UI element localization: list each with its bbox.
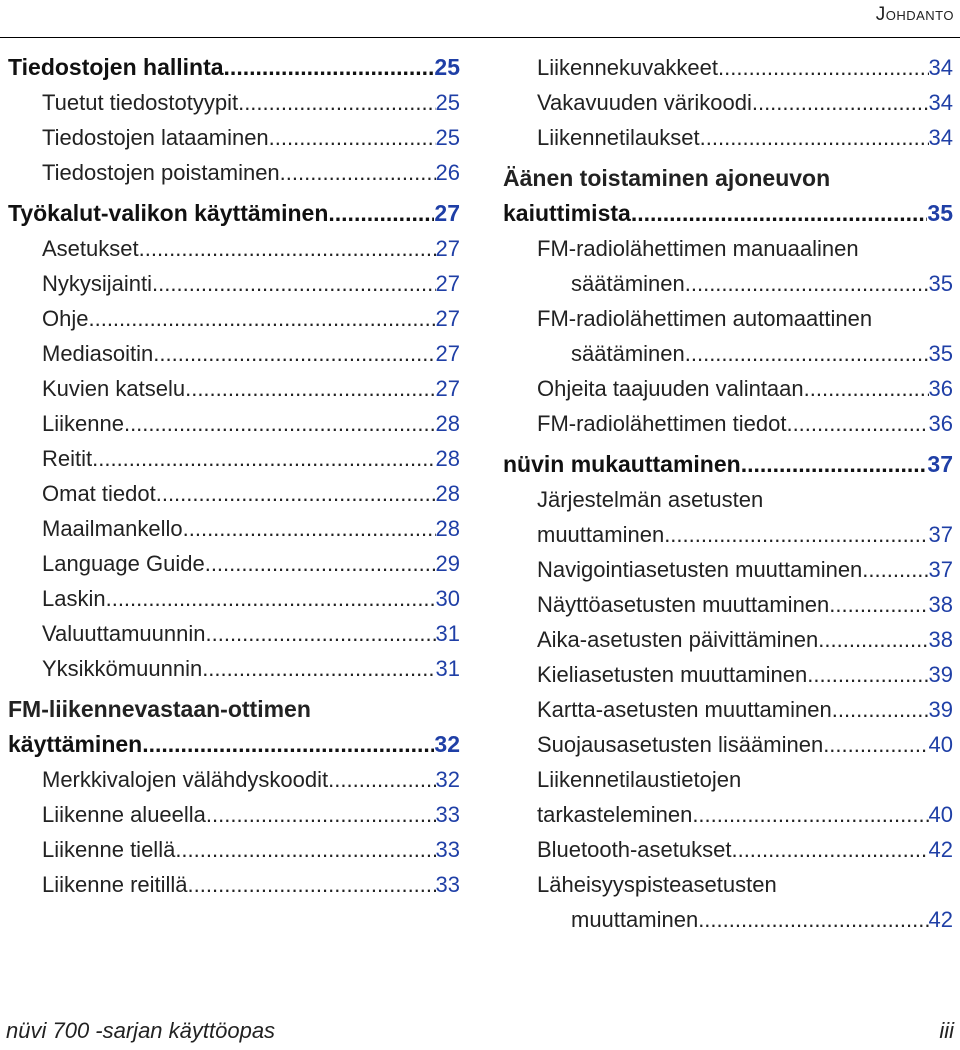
toc-entry[interactable]	[8, 120, 460, 155]
toc-entry[interactable]	[8, 511, 460, 546]
toc-dot-leader	[807, 657, 928, 692]
toc-section-entry[interactable]	[503, 196, 953, 231]
toc-dot-leader	[862, 552, 928, 587]
toc-page-number: 34	[928, 90, 953, 115]
toc-dot-leader	[328, 762, 435, 797]
toc-dot-leader	[818, 622, 928, 657]
toc-dot-leader	[92, 441, 435, 476]
toc-entry-label: muuttaminen	[571, 907, 699, 932]
toc-entry[interactable]	[503, 336, 953, 371]
toc-entry[interactable]	[503, 371, 953, 406]
toc-entry-label: Language Guide	[42, 551, 205, 576]
toc-page-number: 25	[434, 54, 460, 80]
toc-page-number: 40	[928, 732, 953, 757]
toc-entry[interactable]	[503, 832, 953, 867]
toc-page-number: 27	[434, 200, 460, 226]
toc-dot-leader	[823, 727, 928, 762]
section-label: Johdanto	[875, 4, 954, 25]
toc-entry-label: Kartta-asetusten muuttaminen	[537, 697, 832, 722]
toc-dot-leader	[631, 196, 928, 231]
toc-dot-leader	[202, 651, 435, 686]
toc-section-entry[interactable]	[8, 727, 460, 762]
toc-dot-leader	[156, 476, 436, 511]
toc-left-column	[8, 50, 460, 902]
toc-dot-leader	[224, 50, 435, 85]
toc-entry-label: Liikennekuvakkeet	[537, 55, 719, 80]
toc-entry[interactable]	[503, 657, 953, 692]
toc-page-number: 42	[928, 837, 953, 862]
toc-entry[interactable]	[8, 231, 460, 266]
toc-page-number: 29	[435, 551, 460, 576]
toc-page-number: 42	[928, 907, 953, 932]
toc-entry[interactable]	[503, 85, 953, 120]
toc-dot-leader	[206, 797, 436, 832]
toc-page-number: 39	[928, 697, 953, 722]
toc-dot-leader	[786, 406, 928, 441]
toc-entry[interactable]	[8, 581, 460, 616]
toc-page-number: 33	[435, 802, 460, 827]
footer-page-number: iii	[939, 1018, 954, 1043]
toc-dot-leader	[328, 196, 434, 231]
toc-entry-label: FM-radiolähettimen tiedot	[537, 411, 787, 436]
toc-page-number: 35	[928, 341, 953, 366]
toc-entry[interactable]	[8, 85, 460, 120]
toc-entry-label: Tiedostojen lataaminen	[42, 125, 269, 150]
toc-page-number: 36	[928, 376, 953, 401]
toc-dot-leader	[238, 85, 435, 120]
toc-dot-leader	[124, 406, 436, 441]
toc-page-number: 28	[435, 446, 460, 471]
toc-entry-label: Asetukset	[42, 236, 139, 261]
toc-entry-label: Työkalut-valikon käyttäminen	[8, 200, 329, 226]
toc-entry[interactable]	[503, 120, 953, 155]
toc-dot-leader	[152, 266, 435, 301]
toc-entry-label: Tuetut tiedostotyypit	[42, 90, 239, 115]
toc-entry[interactable]	[8, 651, 460, 686]
toc-page-number: 37	[927, 451, 953, 477]
toc-page-number: 33	[435, 837, 460, 862]
toc-page-number: 36	[928, 411, 953, 436]
toc-dot-leader	[188, 867, 436, 902]
footer-title: nüvi 700 -sarjan käyttöopas	[6, 1018, 276, 1043]
toc-page-number: 25	[435, 90, 460, 115]
toc-page-number: 27	[435, 236, 460, 261]
toc-dot-leader	[269, 120, 436, 155]
toc-dot-leader	[741, 447, 928, 482]
toc-page-number: 34	[928, 55, 953, 80]
toc-entry[interactable]	[8, 371, 460, 406]
toc-dot-leader	[205, 546, 436, 581]
toc-entry-label: Kieliasetusten muuttaminen	[537, 662, 808, 687]
toc-dot-leader	[106, 581, 436, 616]
toc-dot-leader	[752, 85, 929, 120]
toc-entry[interactable]	[503, 902, 953, 937]
toc-dot-leader	[804, 371, 929, 406]
toc-entry[interactable]	[503, 727, 953, 762]
toc-page-number: 40	[928, 802, 953, 827]
toc-entry[interactable]	[503, 552, 953, 587]
toc-section-entry[interactable]	[8, 50, 460, 85]
toc-entry-heading-line: FM-liikennevastaan-ottimen	[8, 696, 311, 722]
toc-dot-leader	[832, 692, 929, 727]
toc-entry-label: Liikenne alueella	[42, 802, 206, 827]
toc-entry-label: Liikenne reitillä	[42, 872, 188, 897]
toc-page-number: 37	[928, 522, 953, 547]
toc-entry-heading-line: Läheisyyspisteasetusten	[537, 872, 777, 897]
toc-entry[interactable]	[503, 587, 953, 622]
toc-entry-heading-line: Liikennetilaustietojen	[537, 767, 742, 792]
toc-entry[interactable]	[503, 797, 953, 832]
toc-entry-label: nüvin mukauttaminen	[503, 451, 741, 477]
toc-entry-label: Yksikkömuunnin	[42, 656, 203, 681]
toc-page-number: 28	[435, 411, 460, 436]
toc-entry-label: Reitit	[42, 446, 93, 471]
toc-entry[interactable]	[8, 155, 460, 190]
toc-dot-leader	[153, 336, 435, 371]
toc-entry-label: Vakavuuden värikoodi	[537, 90, 752, 115]
toc-entry[interactable]	[503, 266, 953, 301]
toc-page-number: 35	[927, 200, 953, 226]
toc-page-number: 31	[435, 656, 460, 681]
toc-dot-leader	[206, 616, 436, 651]
toc-page-number: 27	[435, 306, 460, 331]
toc-page-number: 31	[435, 621, 460, 646]
header-rule	[0, 37, 960, 38]
toc-entry-label: muuttaminen	[537, 522, 665, 547]
toc-right-column	[503, 50, 953, 937]
toc-entry-label: Mediasoitin	[42, 341, 154, 366]
toc-entry[interactable]	[8, 832, 460, 867]
toc-page-number: 27	[435, 271, 460, 296]
toc-entry-label: tarkasteleminen	[537, 802, 693, 827]
toc-page-number: 33	[435, 872, 460, 897]
toc-dot-leader	[183, 511, 436, 546]
toc-dot-leader	[829, 587, 928, 622]
toc-entry[interactable]	[8, 546, 460, 581]
toc-entry[interactable]	[8, 867, 460, 902]
toc-page-number: 38	[928, 592, 953, 617]
toc-entry-label: Bluetooth-asetukset	[537, 837, 732, 862]
toc-entry[interactable]	[8, 441, 460, 476]
toc-entry-label: kaiuttimista	[503, 200, 631, 226]
toc-page-number: 37	[928, 557, 953, 582]
toc-page-number: 27	[435, 376, 460, 401]
toc-page-number: 25	[435, 125, 460, 150]
toc-dot-leader	[698, 902, 928, 937]
toc-entry-label: Liikenne tiellä	[42, 837, 176, 862]
toc-dot-leader	[139, 231, 436, 266]
toc-page-number: 39	[928, 662, 953, 687]
toc-entry[interactable]	[8, 616, 460, 651]
toc-entry-label: Liikenne	[42, 411, 124, 436]
toc-entry-label: Nykysijainti	[42, 271, 153, 296]
toc-entry-label: Laskin	[42, 586, 106, 611]
toc-entry-heading-line: FM-radiolähettimen manuaalinen	[537, 236, 859, 261]
toc-dot-leader	[718, 50, 929, 85]
toc-entry-label: Ohjeita taajuuden valintaan	[537, 376, 804, 401]
toc-entry[interactable]	[503, 517, 953, 552]
toc-section-entry[interactable]	[8, 196, 460, 231]
toc-page-number: 32	[435, 767, 460, 792]
toc-dot-leader	[142, 727, 434, 762]
toc-page-number: 30	[435, 586, 460, 611]
toc-entry-label: Maailmankello	[42, 516, 183, 541]
toc-entry-label: säätäminen	[571, 271, 685, 296]
toc-page-number: 28	[435, 516, 460, 541]
toc-entry[interactable]	[503, 50, 953, 85]
toc-page-number: 32	[434, 731, 460, 757]
toc-entry-label: Tiedostojen hallinta	[8, 54, 224, 80]
toc-dot-leader	[692, 797, 928, 832]
toc-entry[interactable]	[8, 762, 460, 797]
toc-entry-heading-line: FM-radiolähettimen automaattinen	[537, 306, 873, 331]
toc-entry-label: Liikennetilaukset	[537, 125, 700, 150]
toc-page-number: 35	[928, 271, 953, 296]
toc-page-number: 28	[435, 481, 460, 506]
toc-entry[interactable]	[8, 301, 460, 336]
toc-entry[interactable]	[8, 476, 460, 511]
toc-entry-heading-line: Äänen toistaminen ajoneuvon	[503, 165, 831, 191]
toc-entry-heading-line: Järjestelmän asetusten	[537, 487, 764, 512]
toc-entry-label: Omat tiedot	[42, 481, 156, 506]
toc-dot-leader	[185, 371, 435, 406]
toc-section-entry[interactable]	[503, 447, 953, 482]
toc-entry[interactable]	[8, 336, 460, 371]
toc-entry[interactable]	[503, 406, 953, 441]
toc-entry[interactable]	[8, 797, 460, 832]
toc-dot-leader	[685, 336, 929, 371]
toc-page-number: 34	[928, 125, 953, 150]
toc-entry-label: Merkkivalojen välähdyskoodit	[42, 767, 329, 792]
toc-entry[interactable]	[8, 266, 460, 301]
toc-entry-label: Suojausasetusten lisääminen	[537, 732, 824, 757]
toc-dot-leader	[280, 155, 436, 190]
toc-dot-leader	[685, 266, 929, 301]
toc-entry-label: Näyttöasetusten muuttaminen	[537, 592, 830, 617]
toc-page-number: 26	[435, 160, 460, 185]
toc-entry-label: Ohje	[42, 306, 89, 331]
toc-entry-label: Navigointiasetusten muuttaminen	[537, 557, 863, 582]
toc-dot-leader	[175, 832, 435, 867]
toc-entry-label: Tiedostojen poistaminen	[42, 160, 280, 185]
toc-entry-label: Valuuttamuunnin	[42, 621, 206, 646]
toc-dot-leader	[88, 301, 435, 336]
toc-entry-label: Kuvien katselu	[42, 376, 186, 401]
toc-entry-label: käyttäminen	[8, 731, 143, 757]
toc-entry-label: säätäminen	[571, 341, 685, 366]
toc-dot-leader	[664, 517, 928, 552]
toc-entry[interactable]	[8, 406, 460, 441]
toc-entry[interactable]	[503, 622, 953, 657]
toc-page-number: 27	[435, 341, 460, 366]
toc-dot-leader	[700, 120, 929, 155]
toc-entry[interactable]	[503, 692, 953, 727]
toc-entry-label: Aika-asetusten päivittäminen	[537, 627, 819, 652]
toc-page-number: 38	[928, 627, 953, 652]
toc-dot-leader	[731, 832, 928, 867]
